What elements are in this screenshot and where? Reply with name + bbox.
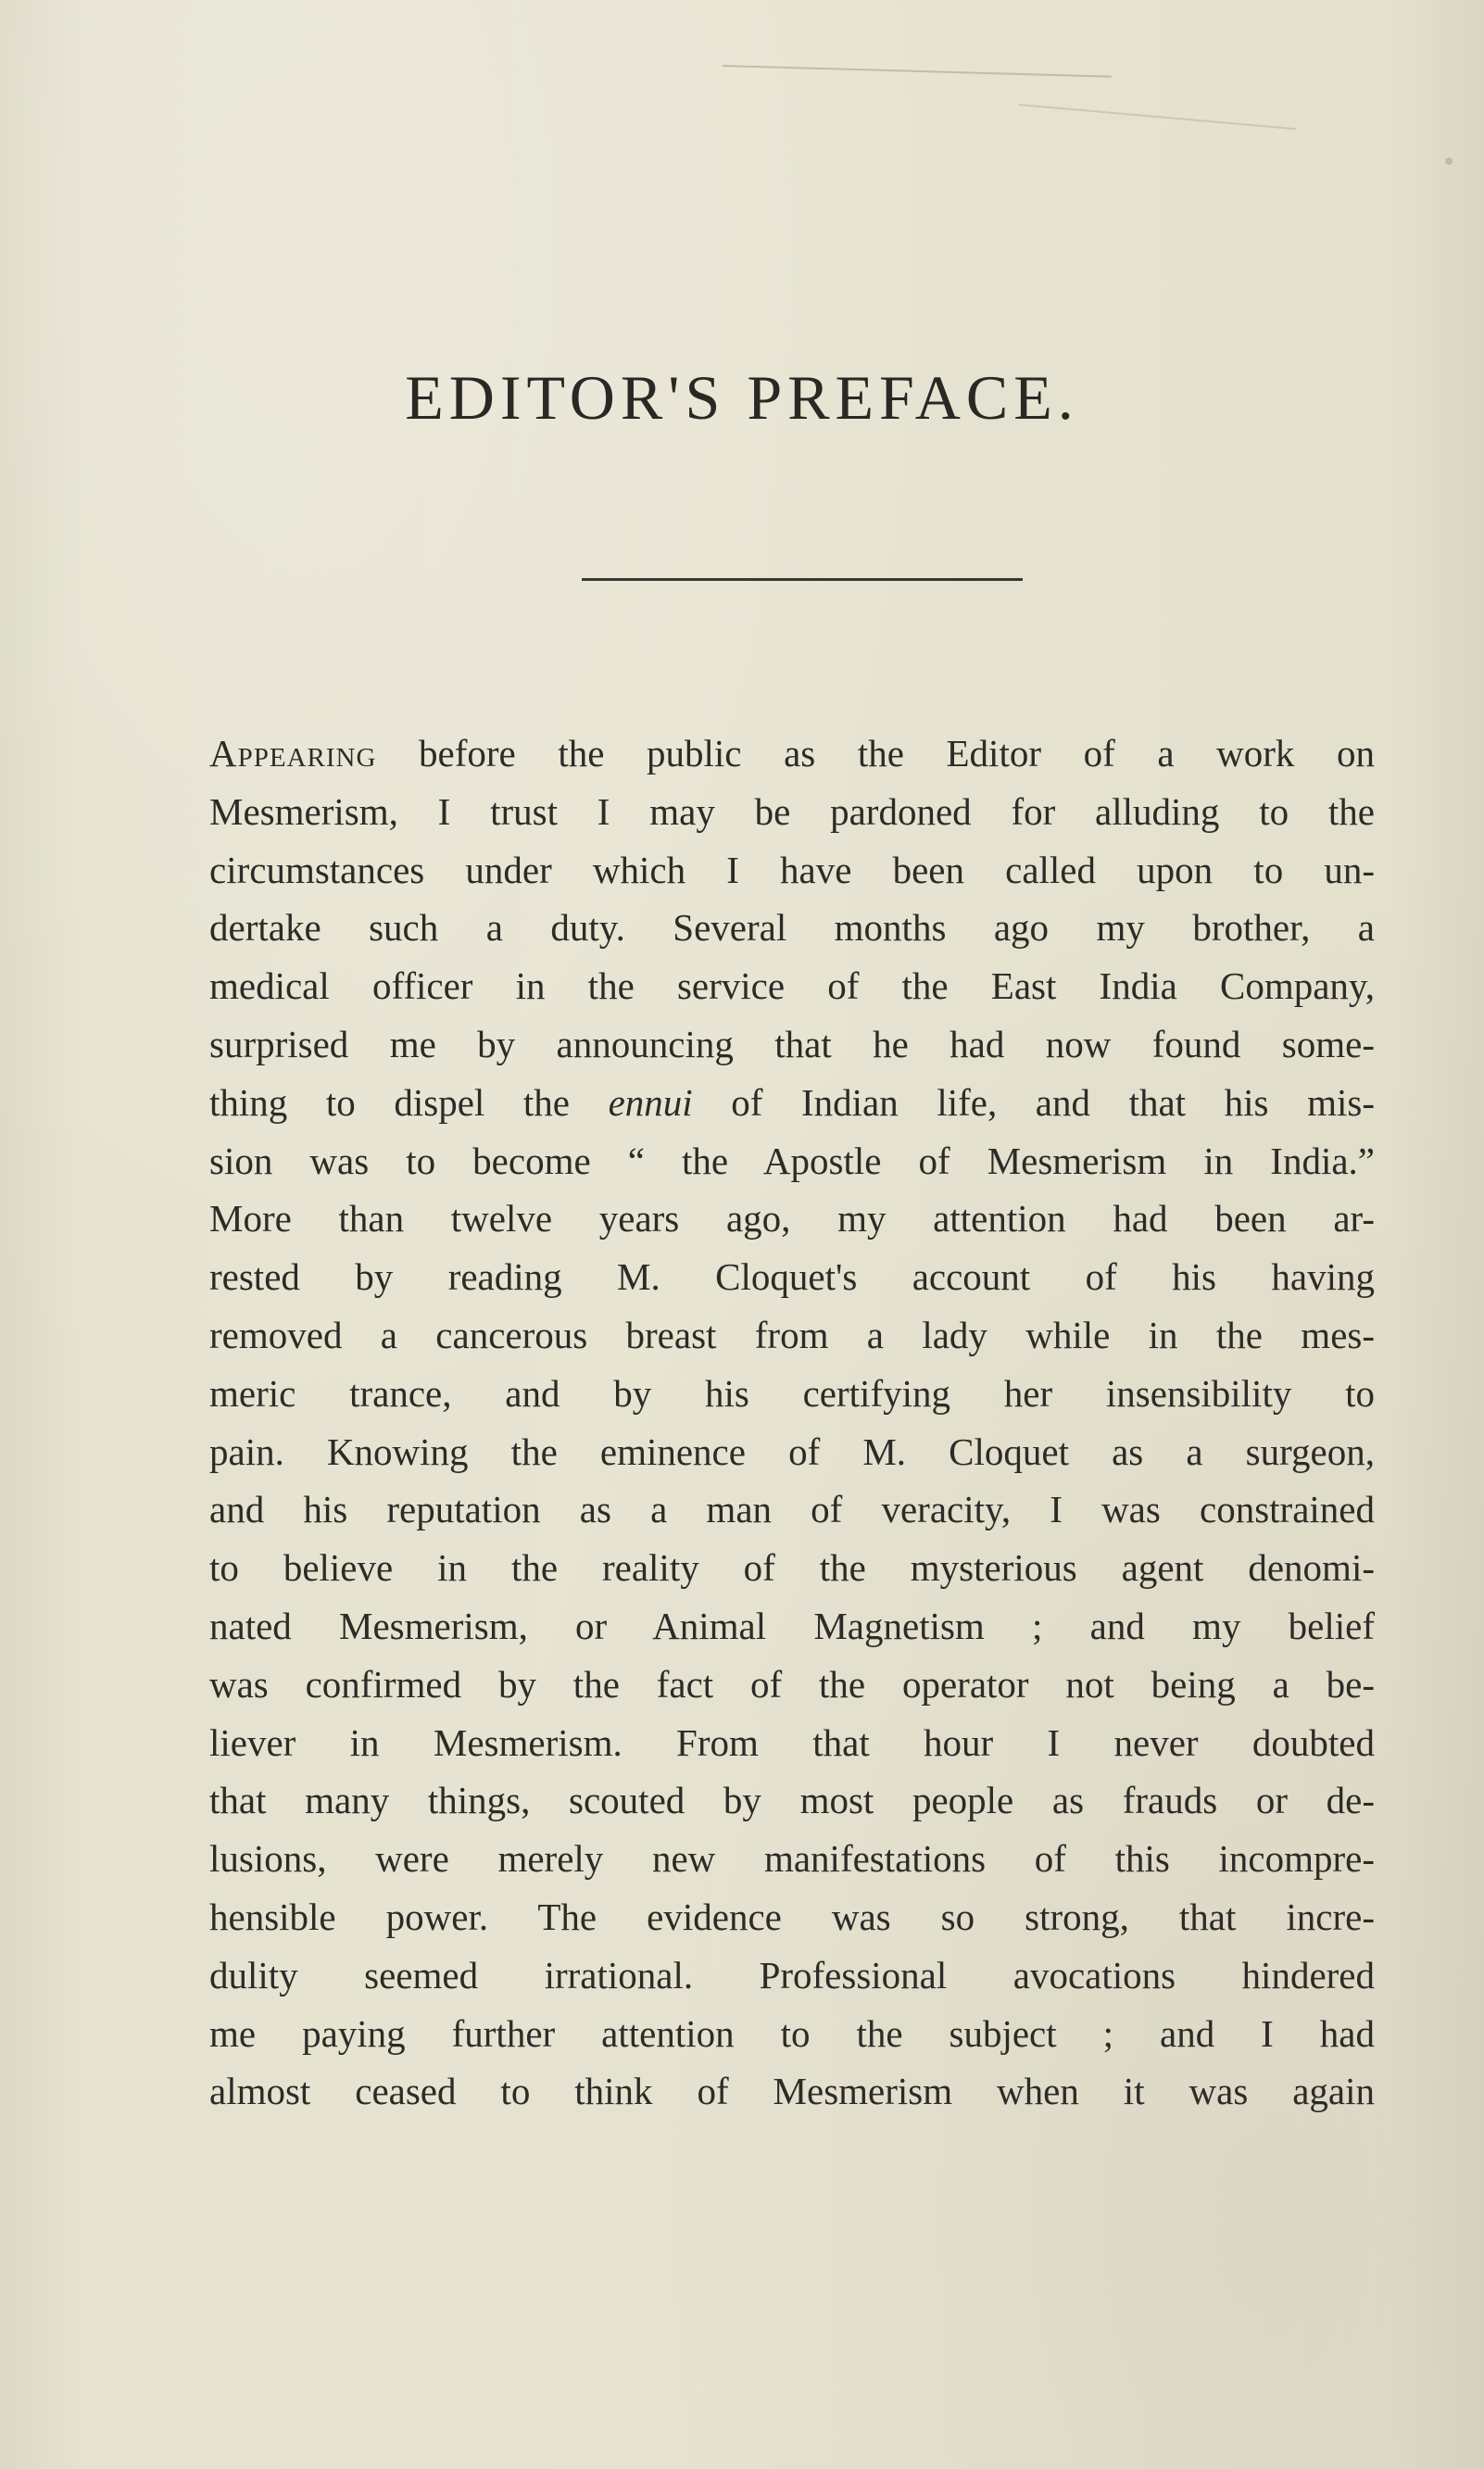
paper-scuff-mark: [1019, 104, 1296, 130]
text-line: meric trance, and by his certifying her insensibility to: [209, 1371, 1375, 1415]
text-line: to believe in the reality of the mysterious agent denomi-: [209, 1546, 1375, 1590]
text-line: Appearing before the public as the Editor of a work on: [209, 732, 1375, 775]
paper-spot: [1445, 157, 1453, 165]
text-line: circumstances under which I have been called upon to un-: [209, 848, 1375, 891]
text-line: dertake such a duty. Several months ago my brother, a: [209, 906, 1375, 950]
text-line: More than twelve years ago, my attention had been ar-: [209, 1197, 1375, 1241]
text-line: pain. Knowing the eminence of M. Cloquet as a surgeon,: [209, 1430, 1375, 1473]
text-line: Mesmerism, I trust I may be pardoned for alluding to the: [209, 789, 1375, 833]
text-line: and his reputation as a man of veracity, I was constrained: [209, 1488, 1375, 1531]
text-line: surprised me by announcing that he had now found some-: [209, 1022, 1375, 1065]
page-title: EDITOR'S PREFACE.: [405, 362, 1079, 433]
italic-word: ennui: [608, 1080, 693, 1124]
text-line: liever in Mesmerism. From that hour I never doubted: [209, 1720, 1375, 1764]
paper-scuff-mark: [723, 65, 1112, 78]
text-line: almost ceased to think of Mesmerism when it was again: [209, 2070, 1375, 2113]
text-line: removed a cancerous breast from a lady while in the mes-: [209, 1313, 1375, 1356]
text-line: that many things, scouted by most people as frauds or de-: [209, 1779, 1375, 1822]
text-line: medical officer in the service of the East India Company,: [209, 964, 1375, 1008]
text-line: sion was to become “ the Apostle of Mesmerism in India.”: [209, 1139, 1375, 1182]
text-line: rested by reading M. Cloquet's account of his having: [209, 1255, 1375, 1299]
drop-word-small-caps: Appearing: [209, 732, 377, 775]
text-line: lusions, were merely new manifestations of this incompre-: [209, 1837, 1375, 1881]
text-line: me paying further attention to the subject ; and I had: [209, 2011, 1375, 2055]
text-line: thing to dispel the ennui of Indian life, and that his mis-: [209, 1080, 1375, 1124]
text-line: was confirmed by the fact of the operator not being a be-: [209, 1662, 1375, 1706]
preface-text: [209, 724, 1375, 2121]
text-line: hensible power. The evidence was so strong, that incre-: [209, 1895, 1375, 1938]
title-divider: [582, 578, 1023, 581]
text-line: dulity seemed irrational. Professional avocations hindered: [209, 1953, 1375, 1997]
text-line: nated Mesmerism, or Animal Magnetism ; and my belief: [209, 1604, 1375, 1647]
